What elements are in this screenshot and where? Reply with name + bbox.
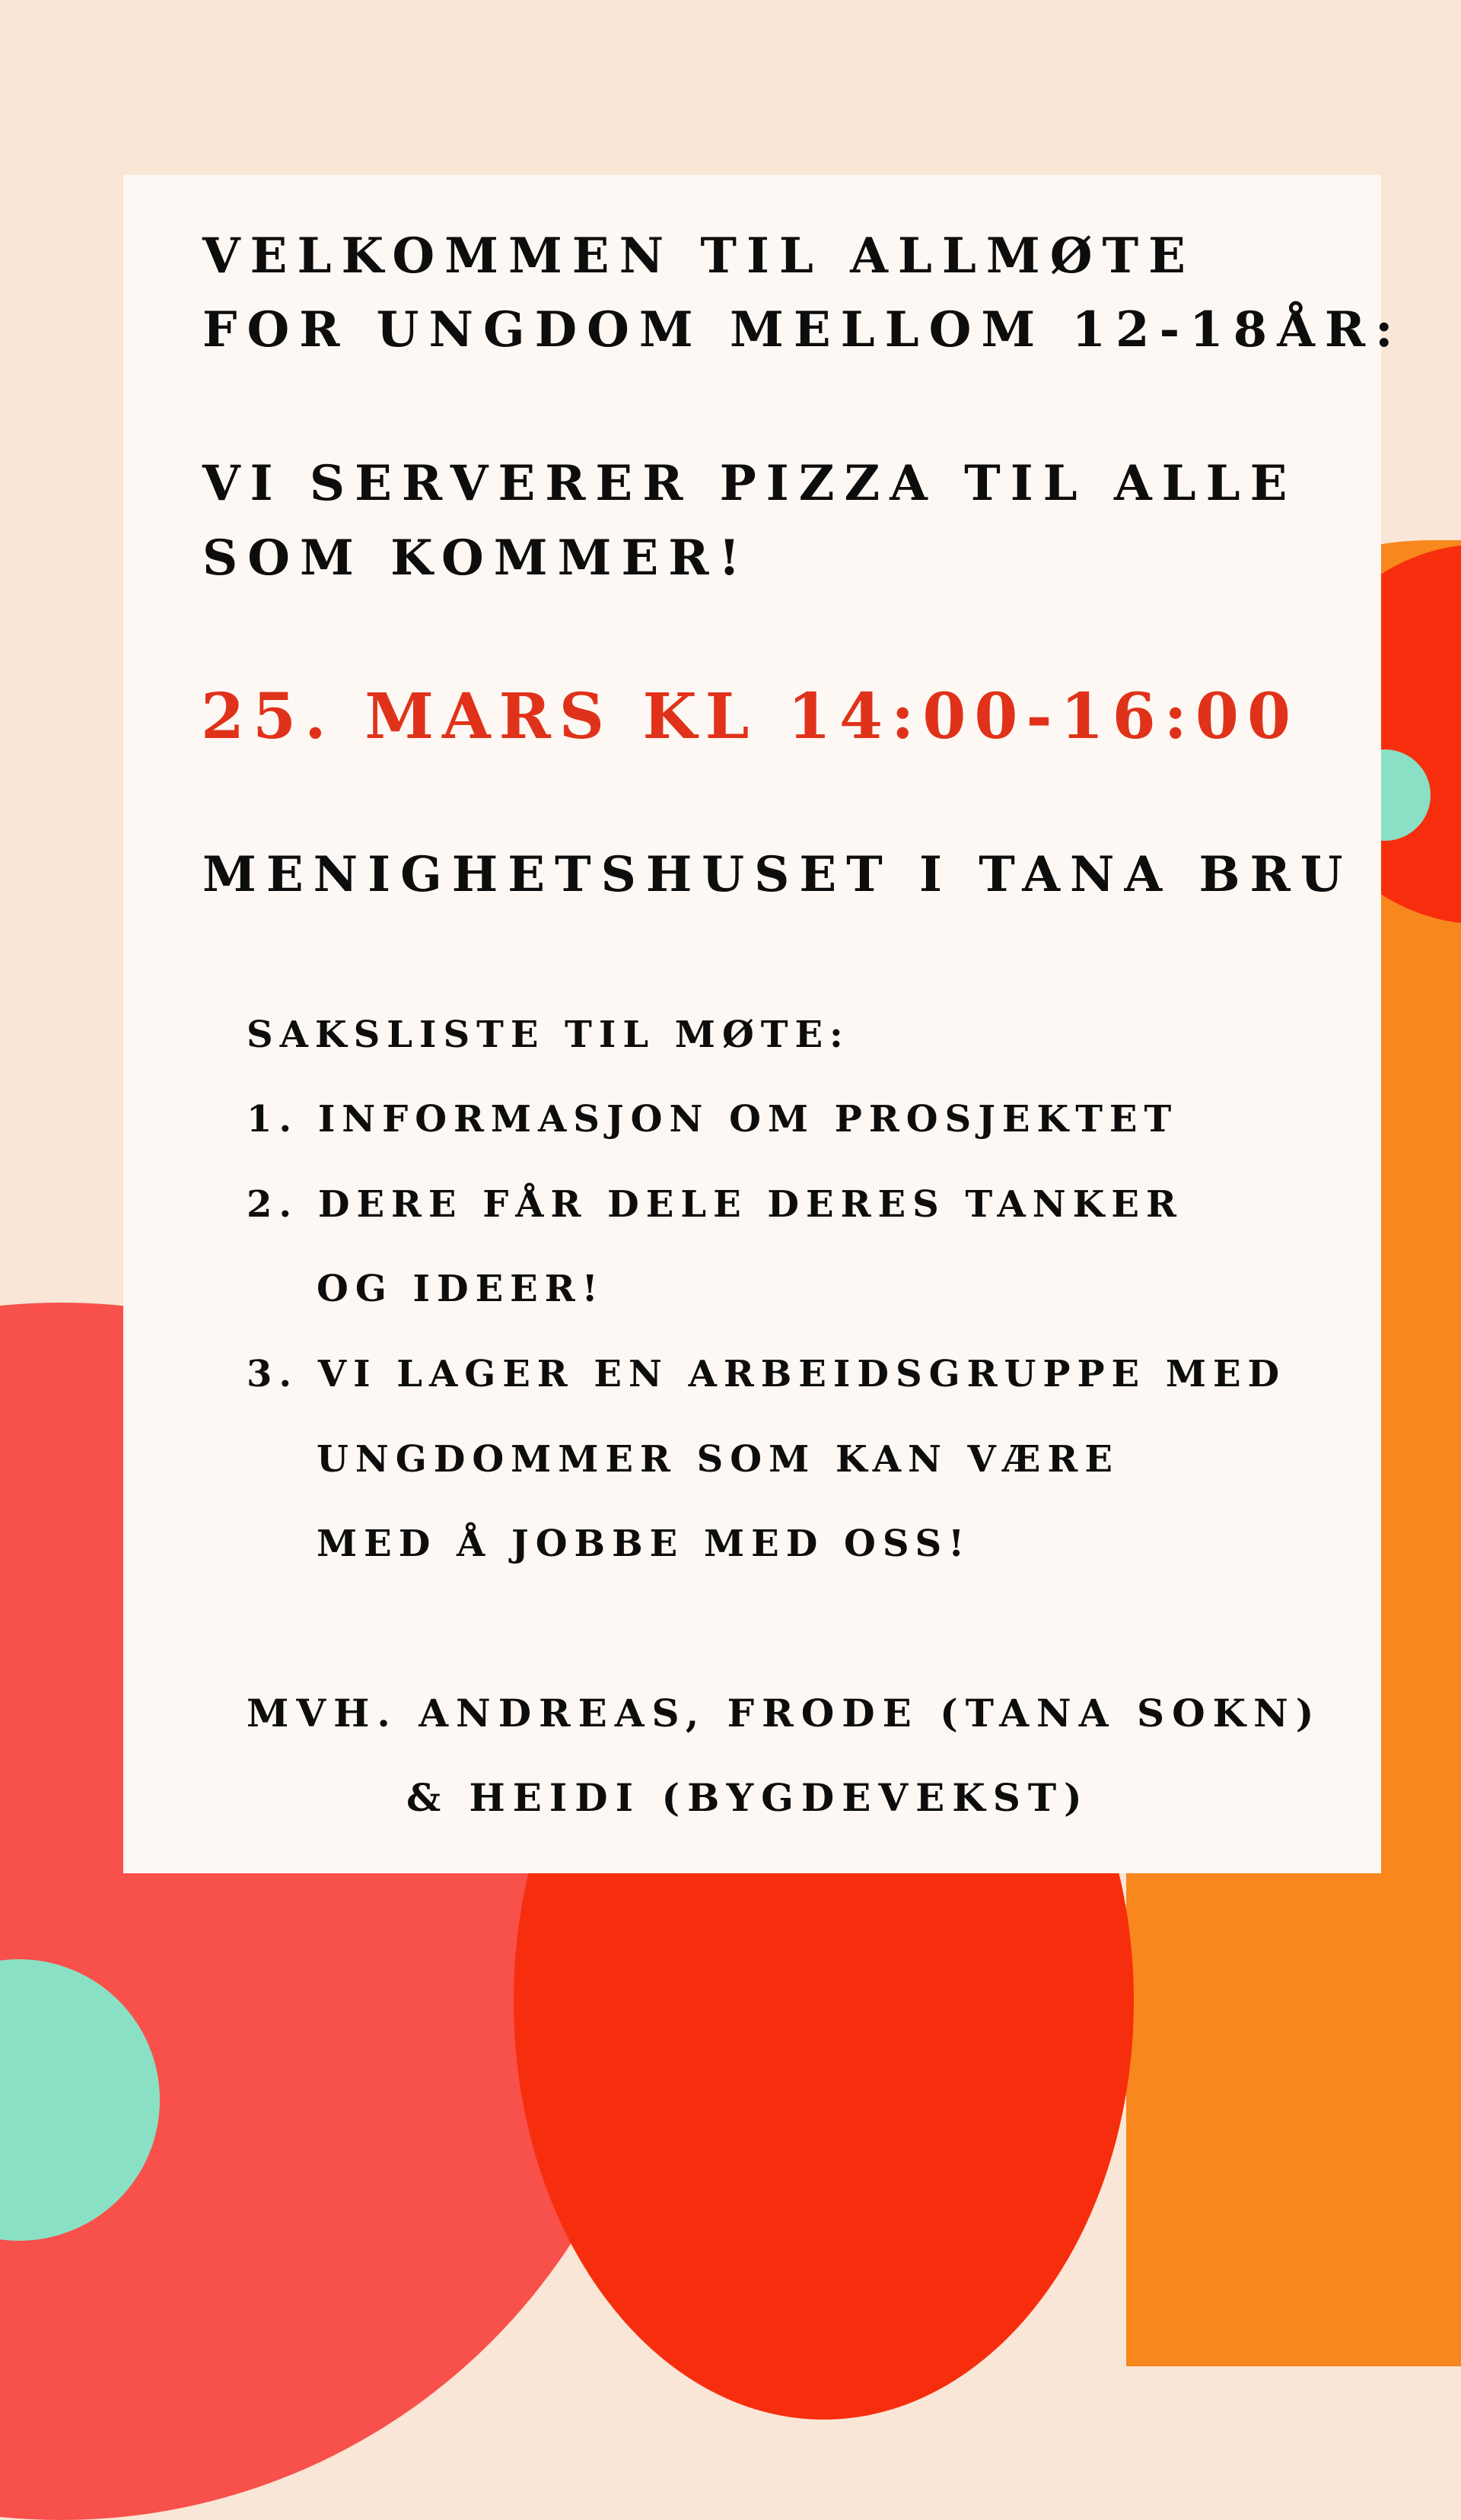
agenda-item-1: 1. INFORMASJON OM PROSJEKTET [247,1098,1179,1141]
signature-line-1: MVH. ANDREAS, FRODE (TANA SOKN) [247,1691,1322,1736]
pizza-line-2: SOM KOMMER! [202,530,750,587]
welcome-line-1: VELKOMMEN TIL ALLMØTE [202,228,1195,285]
agenda-heading: SAKSLISTE TIL MØTE: [247,1013,850,1056]
pizza-line-1: VI SERVERER PIZZA TIL ALLE [202,455,1297,512]
agenda-item-3-line-2: UNGDOMMER SOM KAN VÆRE [317,1438,1119,1481]
signature-line-2: & HEIDI (BYGDEVEKST) [406,1775,1090,1820]
agenda-item-3-line-3: MED Å JOBBE MED OSS! [317,1522,972,1565]
event-location: MENIGHETSHUSET I TANA BRU [202,846,1353,903]
agenda-item-2-line-2: OG IDEER! [317,1268,605,1310]
agenda-item-3-line-1: 3. VI LAGER EN ARBEIDSGRUPPE MED [247,1353,1287,1395]
event-date-time: 25. MARS KL 14:00-16:00 [201,680,1300,753]
agenda-item-2-line-1: 2. DERE FÅR DELE DERES TANKER [247,1183,1183,1226]
poster-card [123,175,1403,1873]
welcome-line-2: FOR UNGDOM MELLOM 12-18ÅR: [202,301,1403,358]
